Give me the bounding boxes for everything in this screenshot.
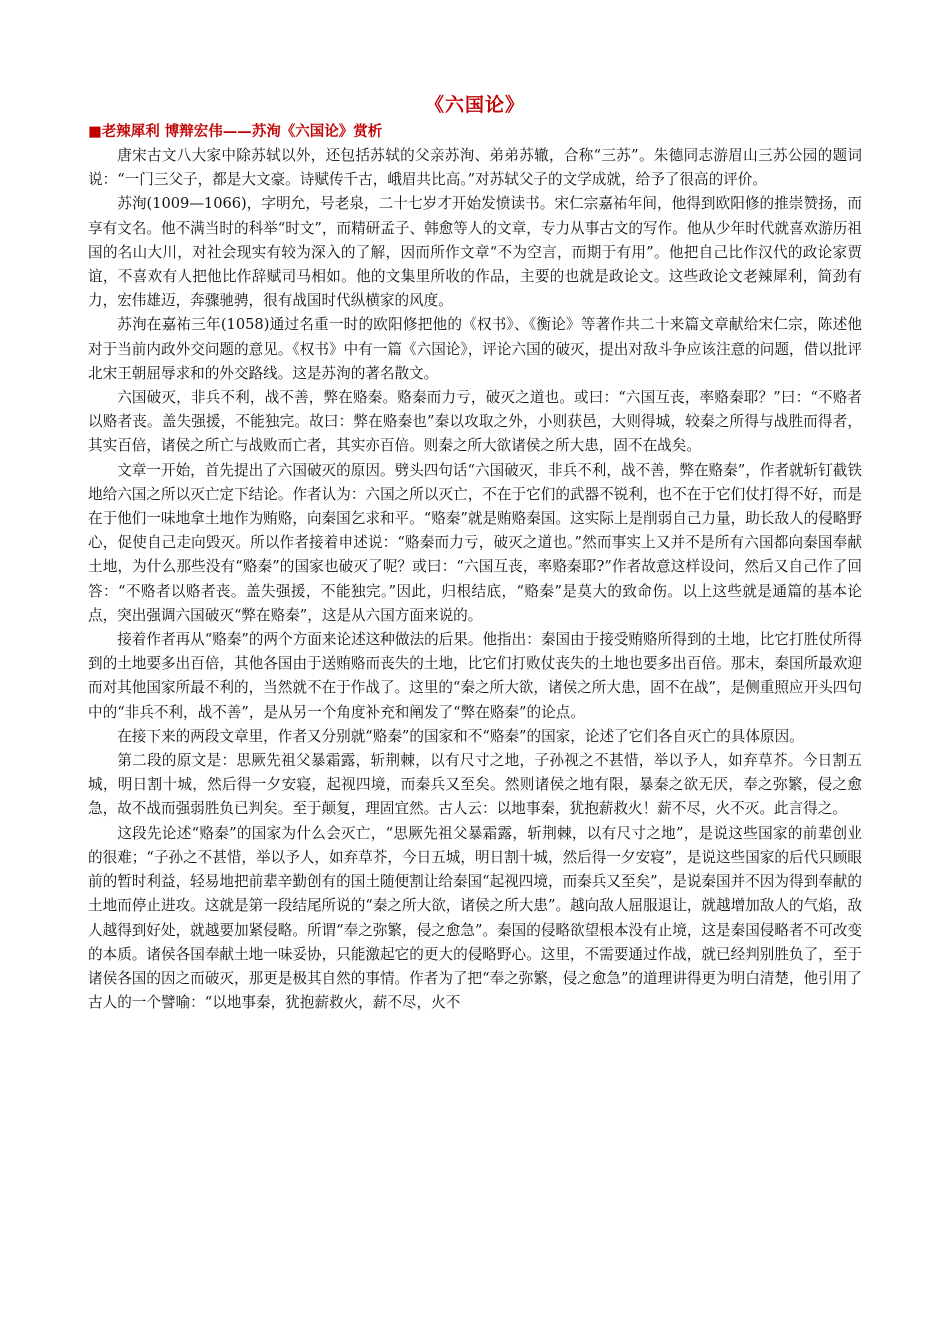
paragraph: 苏洵在嘉祐三年(1058)通过名重一时的欧阳修把他的《权书》、《衡论》等著作共二十来篇文章献给宋仁宗，陈述他对于当前内政外交问题的意见。《权书》中有一篇《六国论》，评论六国的破灭，提出对敌斗争应该注意的问题，借以批评北宋王朝屈辱求和的外交路线。这是苏洵的著名散文。 (88, 316, 862, 382)
paragraph: 在接下来的两段文章里，作者又分别就“赂秦”的国家和不“赂秦”的国家，论述了它们各自灭亡的具体原因。 (117, 727, 804, 745)
document-title: 《六国论》 (424, 94, 525, 116)
paragraph: 苏洵(1009—1066)，字明允，号老泉，二十七岁才开始发愤读书。宋仁宗嘉祐年间，他得到欧阳修的推崇赞扬，而享有文名。他不满当时的科举“时文”，而精研孟子、韩愈等人的文章，专力从事古文的写作。他从少年时代就喜欢游历祖国的名山大川，对社会现实有较为深入的了解，因而所作文章“不为空言，而期于有用”。他把自己比作汉代的政论家贾谊，不喜欢有人把他比作辞赋司马相如。他的文集里所收的作品，主要的也就是政论文。这些政论文老辣犀利，简劲有力，宏伟雄迈，奔骤驰骋，很有战国时代纵横家的风度。 (88, 195, 862, 310)
article-body (88, 144, 862, 1015)
section-heading: ■老辣犀利 博辩宏伟——苏洵《六国论》赏析 (88, 123, 383, 140)
paragraph: 文章一开始，首先提出了六国破灭的原因。劈头四句话“六国破灭，非兵不利，战不善，弊在赂秦”，作者就斩钉截铁地给六国之所以灭亡定下结论。作者认为：六国之所以灭亡，不在于它们的武器不锐利，也不在于它们仗打得不好，而是在于他们一味地拿土地作为贿赂，向秦国乞求和平。“赂秦”就是贿赂秦国。这实际上是削弱自己力量，助长敌人的侵略野心，促使自己走向毁灭。所以作者接着申述说：“赂秦而力亏，破灭之道也。”然而事实上又并不是所有六国都向秦国奉献土地，为什么那些没有“赂秦”的国家也破灭了呢？或曰：“六国互丧，率赂秦耶?”作者故意这样设问，然后又自己作了回答：“不赂者以赂者丧。盖失强援，不能独完。”因此，归根结底，“赂秦”是莫大的致命伤。以上这些就是通篇的基本论点，突出强调六国破灭“弊在赂秦”，这是从六国方面来说的。 (88, 461, 862, 624)
paragraph: 第二段的原文是：思厥先祖父暴霜露，斩荆棘，以有尺寸之地，子孙视之不甚惜，举以予人，如弃草芥。今日割五城，明日割十城，然后得一夕安寝，起视四境，而秦兵又至矣。然则诸侯之地有限，暴秦之欲无厌，奉之弥繁，侵之愈急，故不战而强弱胜负已判矣。至于颠复，理固宜然。古人云：以地事秦，犹抱薪救火！薪不尽，火不灭。此言得之。 (88, 752, 862, 818)
paragraph: 六国破灭，非兵不利，战不善，弊在赂秦。赂秦而力亏，破灭之道也。或曰：“六国互丧，率赂秦耶？”曰：“不赂者以赂者丧。盖失强援，不能独完。故曰：弊在赂秦也”秦以攻取之外，小则获邑，大则得城，较秦之所得与战胜而得者，其实百倍，诸侯之所亡与战败而亡者，其实亦百倍。则秦之所大欲诸侯之所大患，固不在战矣。 (88, 389, 862, 455)
paragraph: 接着作者再从“赂秦”的两个方面来论述这种做法的后果。他指出：秦国由于接受贿赂所得到的土地，比它打胜仗所得到的土地要多出百倍，其他各国由于送贿赂而丧失的土地，比它们打败仗丧失的土地也要多出百倍。那末，秦国所最欢迎而对其他国家所最不利的，当然就不在于作战了。这里的“秦之所大欲，诸侯之所大患，固不在战”，是侧重照应开头四句中的“非兵不利，战不善”，是从另一个角度补充和阐发了“弊在赂秦”的论点。 (88, 631, 862, 721)
paragraph: 唐宋古文八大家中除苏轼以外，还包括苏轼的父亲苏洵、弟弟苏辙，合称“三苏”。朱德同志游眉山三苏公园的题词说：“一门三父子，都是大文豪。诗赋传千古，峨眉共比高。”对苏轼父子的文学成就，给予了很高的评价。 (88, 147, 862, 189)
paragraph: 这段先论述“赂秦”的国家为什么会灭亡，“思厥先祖父暴霜露，斩荆棘，以有尺寸之地”，是说这些国家的前辈创业的很难；“子孙之不甚惜，举以予人，如弃草芥，今日五城，明日割十城，然后得一夕安寝”，是说这些国家的后代只顾眼前的暂时利益，轻易地把前辈辛勤创有的国土随便割让给秦国“起视四境，而秦兵又至矣”，是说秦国并不因为得到奉献的土地而停止进攻。这就是第一段结尾所说的“秦之所大欲，诸侯之所大患”。越向敌人屈服退让，就越增加敌人的气焰，敌人越得到好处，就越要加紧侵略。所谓“奉之弥繁，侵之愈急”。秦国的侵略欲望根本没有止境，这是秦国侵略者不可改变的本质。诸侯各国奉献土地一味妥协，只能激起它的更大的侵略野心。这里，不需要通过作战，就已经判别胜负了，至于诸侯各国的因之而破灭，那更是极其自然的事情。作者为了把“奉之弥繁，侵之愈急”的道理讲得更为明白清楚，他引用了古人的一个譬喻：“以地事秦，犹抱薪救火，薪不尽，火不 (88, 824, 862, 1012)
